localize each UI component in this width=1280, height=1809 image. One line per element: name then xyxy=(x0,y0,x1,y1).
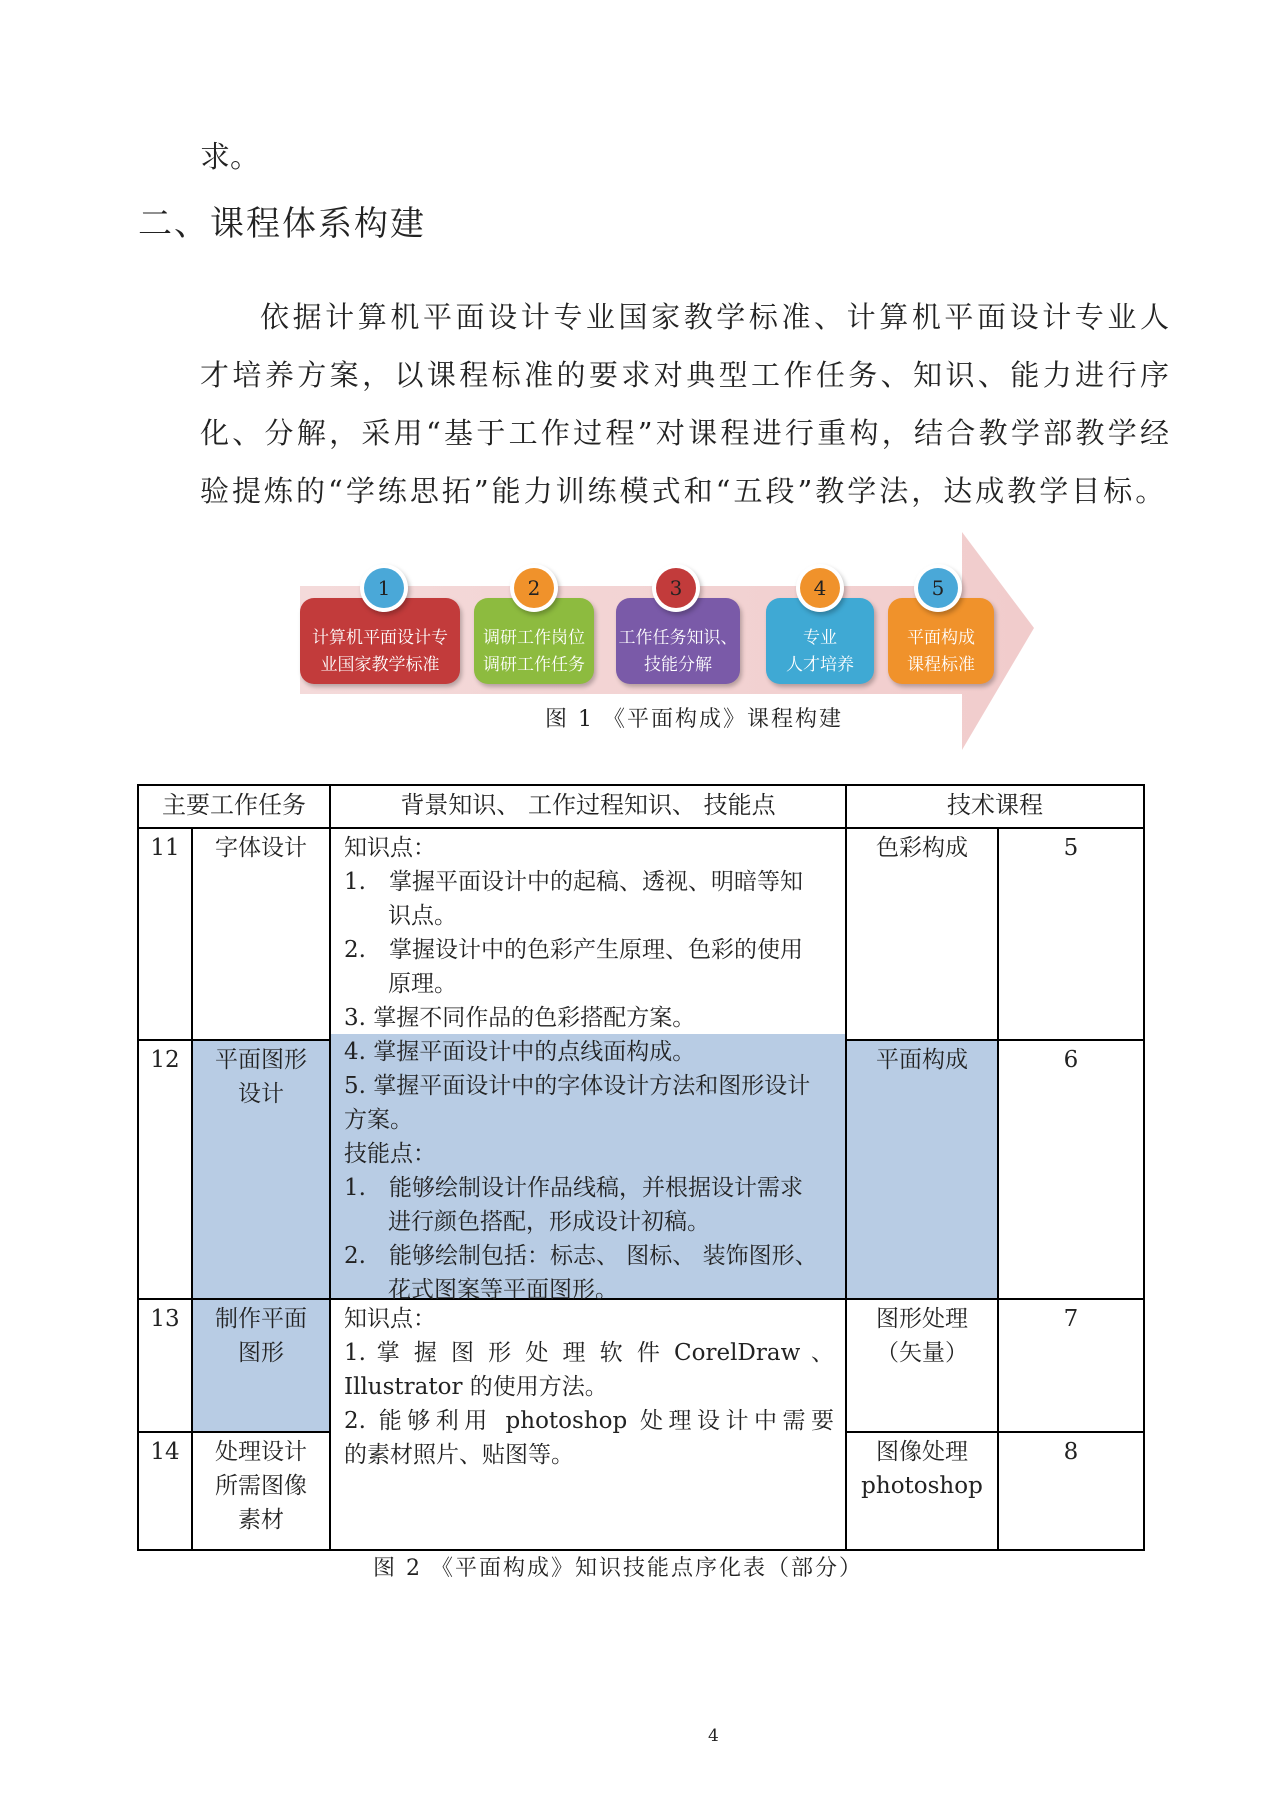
knowledge2-line-2: Illustrator 的使用方法。 xyxy=(344,1374,608,1400)
header-knowledge: 背景知识、 工作过程知识、 技能点 xyxy=(400,791,776,819)
process-step-label: 计算机平面设计专 业国家教学标准 xyxy=(312,628,448,675)
row-number: 12 xyxy=(150,1047,180,1073)
continued-text-line: 求。 xyxy=(200,140,260,175)
step-number-badge: 2 xyxy=(514,568,554,608)
knowledge-item-3: 3. 掌握不同作品的色彩搭配方案。 xyxy=(344,1005,696,1031)
step-number-badge: 4 xyxy=(800,568,840,608)
row-number: 13 xyxy=(150,1306,180,1332)
task-cell: 平面图形 设计 xyxy=(215,1047,307,1107)
process-step-label: 专业 人才培养 xyxy=(786,628,854,675)
process-step-4 xyxy=(766,598,874,684)
process-step-label: 工作任务知识、 技能分解 xyxy=(618,628,738,675)
course-cell: 图形处理 （矢量） xyxy=(876,1306,968,1366)
row-number: 14 xyxy=(150,1439,180,1465)
skill-item-1: 1. 能够绘制设计作品线稿，并根据设计需求进行颜色搭配，形成设计初稿。 xyxy=(344,1175,803,1235)
knowledge-block-2 xyxy=(344,1302,834,1472)
skill-item-2: 2. 能够绘制包括：标志、 图标、 装饰图形、花式图案等平面图形。 xyxy=(344,1243,818,1303)
knowledge-item-4: 4. 掌握平面设计中的点线面构成。 xyxy=(344,1039,696,1065)
page-number: 4 xyxy=(708,1726,719,1746)
course-cell: 图像处理 photoshop xyxy=(861,1439,983,1499)
skills-title: 技能点： xyxy=(344,1141,436,1167)
knowledge-item-2: 2. 掌握设计中的色彩产生原理、色彩的使用原理。 xyxy=(344,937,803,997)
process-step-label: 调研工作岗位 调研工作任务 xyxy=(483,628,585,675)
header-tech-course: 技术课程 xyxy=(947,791,1043,819)
knowledge2-line-4: 的素材照片、贴图等。 xyxy=(344,1442,574,1468)
knowledge-title: 知识点： xyxy=(344,835,436,861)
step-number-badge: 5 xyxy=(918,568,958,608)
step-number-badge: 1 xyxy=(364,568,404,608)
knowledge2-line-1: 1. 掌 握 图 形 处 理 软 件 CorelDraw 、 xyxy=(344,1340,834,1366)
process-step-2 xyxy=(474,598,594,684)
header-main-task: 主要工作任务 xyxy=(162,791,306,819)
hours-cell: 8 xyxy=(1063,1439,1079,1465)
knowledge-item-5: 5. 掌握平面设计中的字体设计方法和图形设计方案。 xyxy=(344,1073,811,1133)
hours-cell: 5 xyxy=(1063,835,1079,861)
course-cell: 色彩构成 xyxy=(876,835,968,861)
process-step-1 xyxy=(300,598,460,684)
hours-cell: 7 xyxy=(1063,1306,1079,1332)
process-step-5 xyxy=(888,598,994,684)
hours-cell: 6 xyxy=(1063,1047,1079,1073)
course-cell: 平面构成 xyxy=(876,1047,968,1073)
knowledge-block-1 xyxy=(344,831,820,1307)
knowledge-item-1: 1. 掌握平面设计中的起稿、透视、明暗等知识点。 xyxy=(344,869,803,929)
process-step-label: 平面构成 课程标准 xyxy=(907,628,975,675)
knowledge2-line-3: 2. 能够利用 photoshop 处理设计中需要 xyxy=(344,1408,834,1434)
row-number: 11 xyxy=(150,835,180,861)
task-cell: 字体设计 xyxy=(215,835,307,861)
table-caption: 图 2 《平面构成》知识技能点序化表（部分） xyxy=(373,1556,863,1581)
process-step-3 xyxy=(616,598,740,684)
figure-1-caption: 图 1 《平面构成》课程构建 xyxy=(545,707,843,732)
step-number-badge: 3 xyxy=(656,568,696,608)
section-heading: 二、课程体系构建 xyxy=(138,204,426,244)
knowledge-skill-table xyxy=(137,784,1145,1551)
knowledge-title-2: 知识点： xyxy=(344,1306,436,1332)
task-cell: 制作平面 图形 xyxy=(215,1306,307,1366)
course-highlight xyxy=(847,1041,997,1298)
body-paragraph: 依据计算机平面设计专业国家教学标准、计算机平面设计专业人才培养方案，以课程标准的要求对典型工作任务、知识、能力进行序化、分解，采用“基于工作过程”对课程进行重构，结合教学部教学经验提炼的“学练思拓”能力训练模式和“五段”教学法，达成教学目标。 xyxy=(200,300,1172,508)
task-cell: 处理设计 所需图像 素材 xyxy=(215,1439,307,1533)
